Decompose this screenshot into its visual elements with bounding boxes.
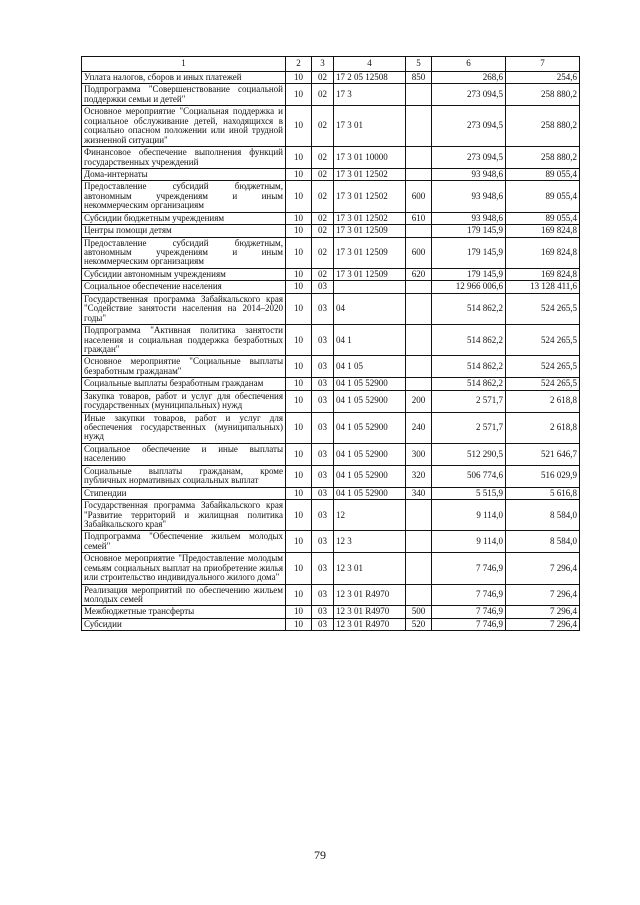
- expense-type-cell: [406, 225, 432, 237]
- amount-year1-cell: 268,6: [432, 72, 506, 84]
- subsection-code-cell: 02: [312, 181, 334, 212]
- amount-year2-cell: 7 296,4: [506, 618, 580, 630]
- expense-type-cell: [406, 325, 432, 356]
- target-article-cell: 04 1 05: [334, 356, 406, 378]
- amount-year1-cell: 179 145,9: [432, 237, 506, 268]
- amount-year1-cell: 7 746,9: [432, 606, 506, 618]
- subsection-code-cell: 03: [312, 443, 334, 465]
- expense-type-cell: 200: [406, 390, 432, 412]
- section-code-cell: 10: [286, 465, 312, 487]
- amount-year2-cell: 8 584,0: [506, 531, 580, 553]
- page-number: 79: [314, 848, 326, 862]
- target-article-cell: [334, 281, 406, 293]
- table-row: [82, 268, 580, 280]
- amount-year1-cell: 7 746,9: [432, 618, 506, 630]
- expense-type-cell: 610: [406, 212, 432, 224]
- amount-year2-cell: 169 824,8: [506, 225, 580, 237]
- table-row: [82, 147, 580, 169]
- expense-type-cell: [406, 553, 432, 584]
- table-row: [82, 465, 580, 487]
- row-name-cell: Социальные выплаты безработным гражданам: [82, 378, 286, 390]
- amount-year2-cell: 7 296,4: [506, 553, 580, 584]
- table-row: [82, 237, 580, 268]
- amount-year2-cell: 524 265,5: [506, 378, 580, 390]
- row-name-cell: Социальное обеспечение населения: [82, 281, 286, 293]
- subsection-code-cell: 03: [312, 378, 334, 390]
- section-code-cell: 10: [286, 553, 312, 584]
- row-name-cell: Социальные выплаты гражданам, кроме публичных нормативных социальных выплат: [82, 465, 286, 487]
- amount-year1-cell: 5 515,9: [432, 487, 506, 499]
- subsection-code-cell: 03: [312, 553, 334, 584]
- section-code-cell: 10: [286, 212, 312, 224]
- amount-year2-cell: 524 265,5: [506, 293, 580, 324]
- header-cell: 5: [406, 57, 432, 72]
- amount-year1-cell: 179 145,9: [432, 268, 506, 280]
- amount-year1-cell: 7 746,9: [432, 584, 506, 606]
- header-cell: 2: [286, 57, 312, 72]
- amount-year1-cell: 9 114,0: [432, 500, 506, 531]
- expense-type-cell: 600: [406, 237, 432, 268]
- row-name-cell: Уплата налогов, сборов и иных платежей: [82, 72, 286, 84]
- row-name-cell: Подпрограмма "Совершенствование социальной поддержки семьи и детей": [82, 84, 286, 106]
- amount-year2-cell: 516 029,9: [506, 465, 580, 487]
- section-code-cell: 10: [286, 147, 312, 169]
- expense-type-cell: 240: [406, 412, 432, 443]
- amount-year2-cell: 8 584,0: [506, 500, 580, 531]
- section-code-cell: 10: [286, 618, 312, 630]
- table-row: [82, 168, 580, 180]
- amount-year2-cell: 254,6: [506, 72, 580, 84]
- target-article-cell: 17 3 01 12502: [334, 212, 406, 224]
- table-row: [82, 356, 580, 378]
- row-name-cell: Субсидии бюджетным учреждениям: [82, 212, 286, 224]
- subsection-code-cell: 02: [312, 225, 334, 237]
- table-row: [82, 281, 580, 293]
- subsection-code-cell: 03: [312, 293, 334, 324]
- table-row: [82, 606, 580, 618]
- subsection-code-cell: 02: [312, 212, 334, 224]
- section-code-cell: 10: [286, 378, 312, 390]
- subsection-code-cell: 03: [312, 390, 334, 412]
- table-row: [82, 212, 580, 224]
- target-article-cell: 17 2 05 12508: [334, 72, 406, 84]
- target-article-cell: 04 1 05 52900: [334, 487, 406, 499]
- row-name-cell: Реализация мероприятий по обеспечению жильем молодых семей: [82, 584, 286, 606]
- section-code-cell: 10: [286, 84, 312, 106]
- expense-type-cell: [406, 106, 432, 147]
- amount-year1-cell: 93 948,6: [432, 168, 506, 180]
- table-row: [82, 106, 580, 147]
- target-article-cell: 17 3 01 12502: [334, 168, 406, 180]
- row-name-cell: Иные закупки товаров, работ и услуг для обеспечения государственных (муниципальных) нужд: [82, 412, 286, 443]
- target-article-cell: 12 3 01: [334, 553, 406, 584]
- amount-year2-cell: 89 055,4: [506, 212, 580, 224]
- expense-type-cell: 500: [406, 606, 432, 618]
- target-article-cell: 04 1 05 52900: [334, 443, 406, 465]
- target-article-cell: 17 3 01: [334, 106, 406, 147]
- subsection-code-cell: 03: [312, 325, 334, 356]
- expense-type-cell: [406, 356, 432, 378]
- subsection-code-cell: 03: [312, 500, 334, 531]
- header-cell: 6: [432, 57, 506, 72]
- amount-year1-cell: 9 114,0: [432, 531, 506, 553]
- target-article-cell: 04 1 05 52900: [334, 465, 406, 487]
- target-article-cell: 04 1: [334, 325, 406, 356]
- amount-year2-cell: 524 265,5: [506, 356, 580, 378]
- target-article-cell: 17 3 01 10000: [334, 147, 406, 169]
- header-row: [82, 57, 580, 72]
- amount-year2-cell: 169 824,8: [506, 237, 580, 268]
- amount-year2-cell: 7 296,4: [506, 606, 580, 618]
- table-row: [82, 390, 580, 412]
- amount-year2-cell: 258 880,2: [506, 106, 580, 147]
- subsection-code-cell: 03: [312, 356, 334, 378]
- target-article-cell: 17 3 01 12509: [334, 268, 406, 280]
- row-name-cell: Субсидии: [82, 618, 286, 630]
- subsection-code-cell: 02: [312, 84, 334, 106]
- row-name-cell: Стипендии: [82, 487, 286, 499]
- section-code-cell: 10: [286, 606, 312, 618]
- section-code-cell: 10: [286, 225, 312, 237]
- subsection-code-cell: 03: [312, 487, 334, 499]
- target-article-cell: 04 1 05 52900: [334, 412, 406, 443]
- table-row: [82, 72, 580, 84]
- amount-year2-cell: 7 296,4: [506, 584, 580, 606]
- expense-type-cell: [406, 147, 432, 169]
- section-code-cell: 10: [286, 531, 312, 553]
- amount-year1-cell: 2 571,7: [432, 412, 506, 443]
- header-cell: 7: [506, 57, 580, 72]
- section-code-cell: 10: [286, 106, 312, 147]
- section-code-cell: 10: [286, 237, 312, 268]
- subsection-code-cell: 03: [312, 281, 334, 293]
- amount-year1-cell: 514 862,2: [432, 356, 506, 378]
- table-row: [82, 618, 580, 630]
- budget-table: [81, 56, 580, 631]
- section-code-cell: 10: [286, 281, 312, 293]
- expense-type-cell: 320: [406, 465, 432, 487]
- subsection-code-cell: 02: [312, 106, 334, 147]
- expense-type-cell: 340: [406, 487, 432, 499]
- section-code-cell: 10: [286, 443, 312, 465]
- subsection-code-cell: 02: [312, 237, 334, 268]
- table-body: [82, 72, 580, 631]
- amount-year1-cell: 7 746,9: [432, 553, 506, 584]
- amount-year2-cell: 2 618,8: [506, 390, 580, 412]
- expense-type-cell: 300: [406, 443, 432, 465]
- header-cell: 4: [334, 57, 406, 72]
- table-row: [82, 225, 580, 237]
- expense-type-cell: [406, 293, 432, 324]
- amount-year1-cell: 514 862,2: [432, 293, 506, 324]
- subsection-code-cell: 02: [312, 168, 334, 180]
- amount-year2-cell: 258 880,2: [506, 147, 580, 169]
- table-row: [82, 293, 580, 324]
- expense-type-cell: [406, 168, 432, 180]
- amount-year1-cell: 506 774,6: [432, 465, 506, 487]
- expense-type-cell: 600: [406, 181, 432, 212]
- table-row: [82, 378, 580, 390]
- table-row: [82, 531, 580, 553]
- target-article-cell: 17 3 01 12509: [334, 237, 406, 268]
- expense-type-cell: [406, 84, 432, 106]
- section-code-cell: 10: [286, 168, 312, 180]
- target-article-cell: 04 1 05 52900: [334, 390, 406, 412]
- subsection-code-cell: 03: [312, 618, 334, 630]
- amount-year1-cell: 512 290,5: [432, 443, 506, 465]
- row-name-cell: Субсидии автономным учреждениям: [82, 268, 286, 280]
- section-code-cell: 10: [286, 181, 312, 212]
- expense-type-cell: [406, 281, 432, 293]
- expense-type-cell: 520: [406, 618, 432, 630]
- row-name-cell: Государственная программа Забайкальского края "Развитие территорий и жилищная политика Забайкальского края": [82, 500, 286, 531]
- section-code-cell: 10: [286, 72, 312, 84]
- section-code-cell: 10: [286, 500, 312, 531]
- expense-type-cell: [406, 531, 432, 553]
- amount-year1-cell: 273 094,5: [432, 84, 506, 106]
- row-name-cell: Подпрограмма "Обеспечение жильем молодых семей": [82, 531, 286, 553]
- section-code-cell: 10: [286, 293, 312, 324]
- section-code-cell: 10: [286, 356, 312, 378]
- row-name-cell: Центры помощи детям: [82, 225, 286, 237]
- section-code-cell: 10: [286, 487, 312, 499]
- table-row: [82, 84, 580, 106]
- expense-type-cell: [406, 584, 432, 606]
- row-name-cell: Основное мероприятие "Предоставление молодым семьям социальных выплат на приобретение жилья или строительство индивидуального жилого дома": [82, 553, 286, 584]
- expense-type-cell: [406, 378, 432, 390]
- header-cell: 3: [312, 57, 334, 72]
- table-row: [82, 325, 580, 356]
- row-name-cell: Предоставление субсидий бюджетным, автономным учреждениям и иным некоммерческим организациям: [82, 181, 286, 212]
- subsection-code-cell: 02: [312, 268, 334, 280]
- table-row: [82, 584, 580, 606]
- amount-year1-cell: 514 862,2: [432, 378, 506, 390]
- target-article-cell: 12 3 01 R4970: [334, 606, 406, 618]
- row-name-cell: Подпрограмма "Активная политика занятости населения и социальная поддержка безработных граждан": [82, 325, 286, 356]
- header-cell: 1: [82, 57, 286, 72]
- row-name-cell: Дома-интернаты: [82, 168, 286, 180]
- amount-year1-cell: 514 862,2: [432, 325, 506, 356]
- amount-year2-cell: 2 618,8: [506, 412, 580, 443]
- subsection-code-cell: 03: [312, 412, 334, 443]
- amount-year2-cell: 521 646,7: [506, 443, 580, 465]
- amount-year1-cell: 12 966 006,6: [432, 281, 506, 293]
- amount-year2-cell: 169 824,8: [506, 268, 580, 280]
- table-row: [82, 500, 580, 531]
- amount-year1-cell: 273 094,5: [432, 147, 506, 169]
- target-article-cell: 12 3: [334, 531, 406, 553]
- section-code-cell: 10: [286, 268, 312, 280]
- table-row: [82, 487, 580, 499]
- amount-year1-cell: 2 571,7: [432, 390, 506, 412]
- section-code-cell: 10: [286, 390, 312, 412]
- target-article-cell: 04: [334, 293, 406, 324]
- table-row: [82, 181, 580, 212]
- subsection-code-cell: 03: [312, 606, 334, 618]
- amount-year2-cell: 524 265,5: [506, 325, 580, 356]
- row-name-cell: Основное мероприятие "Социальные выплаты безработным гражданам": [82, 356, 286, 378]
- amount-year2-cell: 5 616,8: [506, 487, 580, 499]
- expense-type-cell: [406, 500, 432, 531]
- target-article-cell: 12: [334, 500, 406, 531]
- amount-year2-cell: 13 128 411,6: [506, 281, 580, 293]
- section-code-cell: 10: [286, 412, 312, 443]
- target-article-cell: 12 3 01 R4970: [334, 618, 406, 630]
- table-row: [82, 412, 580, 443]
- row-name-cell: Предоставление субсидий бюджетным, автономным учреждениям и иным некоммерческим организациям: [82, 237, 286, 268]
- amount-year2-cell: 258 880,2: [506, 84, 580, 106]
- target-article-cell: 17 3: [334, 84, 406, 106]
- subsection-code-cell: 03: [312, 465, 334, 487]
- target-article-cell: 04 1 05 52900: [334, 378, 406, 390]
- row-name-cell: Государственная программа Забайкальского края "Содействие занятости населения на 2014–2020 годы": [82, 293, 286, 324]
- row-name-cell: Социальное обеспечение и иные выплаты населению: [82, 443, 286, 465]
- expense-type-cell: 850: [406, 72, 432, 84]
- row-name-cell: Основное мероприятие "Социальная поддержка и социальное обслуживание детей, находящихся в социально опасном положении или иной трудной жизненной ситуации": [82, 106, 286, 147]
- target-article-cell: 12 3 01 R4970: [334, 584, 406, 606]
- expense-type-cell: 620: [406, 268, 432, 280]
- subsection-code-cell: 03: [312, 531, 334, 553]
- subsection-code-cell: 02: [312, 147, 334, 169]
- row-name-cell: Финансовое обеспечение выполнения функций государственных учреждений: [82, 147, 286, 169]
- section-code-cell: 10: [286, 584, 312, 606]
- amount-year1-cell: 93 948,6: [432, 212, 506, 224]
- subsection-code-cell: 02: [312, 72, 334, 84]
- amount-year1-cell: 179 145,9: [432, 225, 506, 237]
- amount-year2-cell: 89 055,4: [506, 168, 580, 180]
- table-row: [82, 553, 580, 584]
- target-article-cell: 17 3 01 12502: [334, 181, 406, 212]
- section-code-cell: 10: [286, 325, 312, 356]
- row-name-cell: Межбюджетные трансферты: [82, 606, 286, 618]
- row-name-cell: Закупка товаров, работ и услуг для обеспечения государственных (муниципальных) нужд: [82, 390, 286, 412]
- amount-year2-cell: 89 055,4: [506, 181, 580, 212]
- target-article-cell: 17 3 01 12509: [334, 225, 406, 237]
- amount-year1-cell: 273 094,5: [432, 106, 506, 147]
- amount-year1-cell: 93 948,6: [432, 181, 506, 212]
- table-row: [82, 443, 580, 465]
- subsection-code-cell: 03: [312, 584, 334, 606]
